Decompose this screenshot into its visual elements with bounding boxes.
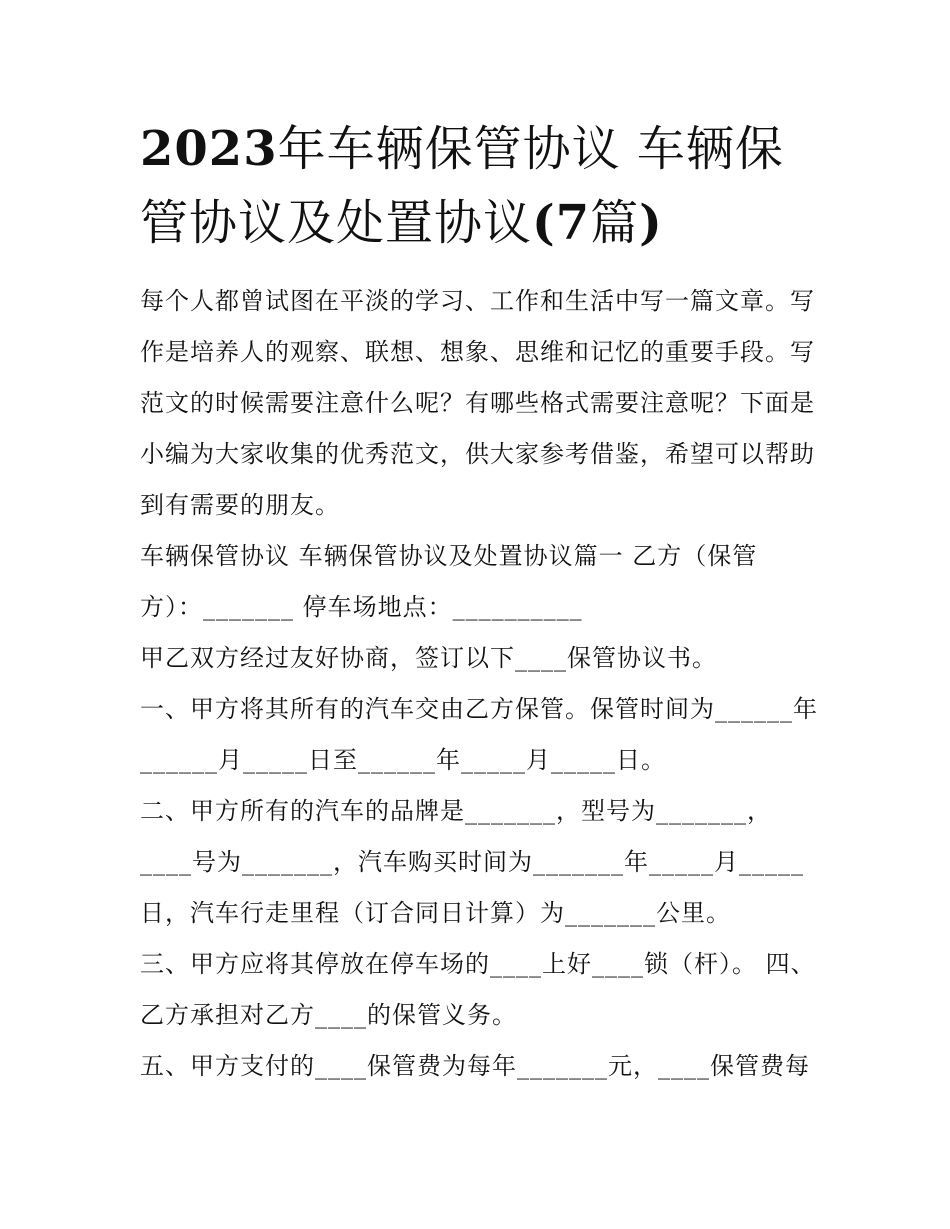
title-count-word: 篇 bbox=[590, 195, 640, 251]
clause-five-paragraph: 五、甲方支付的____保管费为每年_______元，____保管费每 bbox=[140, 1052, 810, 1080]
clause-one-paragraph: 一、甲方将其所有的汽车交由乙方保管。保管时间为______年______月_____日至______年_____月_____日。 bbox=[140, 695, 818, 774]
intro-paragraph: 每个人都曾试图在平淡的学习、工作和生活中写一篇文章。写作是培养人的观察、联想、想象、思维和记忆的重要手段。写范文的时候需要注意什么呢？有哪些格式需要注意呢？下面是小编为大家收集的优秀范文，供大家参考借鉴，希望可以帮助到有需要的朋友。 bbox=[140, 287, 815, 519]
clause-two-paragraph: 二、甲方所有的汽车的品牌是_______，型号为_______，____号为_______，汽车购买时间为_______年_____月_____日，汽车行走里程（订合同日计算）为_______公里。 bbox=[140, 797, 804, 927]
title-paren-close: ) bbox=[639, 195, 663, 251]
title-year: 2023 bbox=[140, 121, 278, 177]
document-title bbox=[140, 112, 820, 260]
agreement-paragraph: 甲乙双方经过友好协商，签订以下____保管协议书。 bbox=[140, 644, 717, 672]
title-main-text: 年车辆保管协议 车辆保管协议及处置协议 bbox=[140, 121, 784, 251]
clause-three-four-paragraph: 三、甲方应将其停放在停车场的____上好____锁（杆）。 四、乙方承担对乙方____的保管义务。 bbox=[140, 950, 816, 1029]
section-heading-paragraph: 车辆保管协议 车辆保管协议及处置协议篇一 乙方（保管方）：_______ 停车场地点：__________ bbox=[140, 542, 758, 621]
title-paren-open: (7 bbox=[532, 195, 591, 251]
